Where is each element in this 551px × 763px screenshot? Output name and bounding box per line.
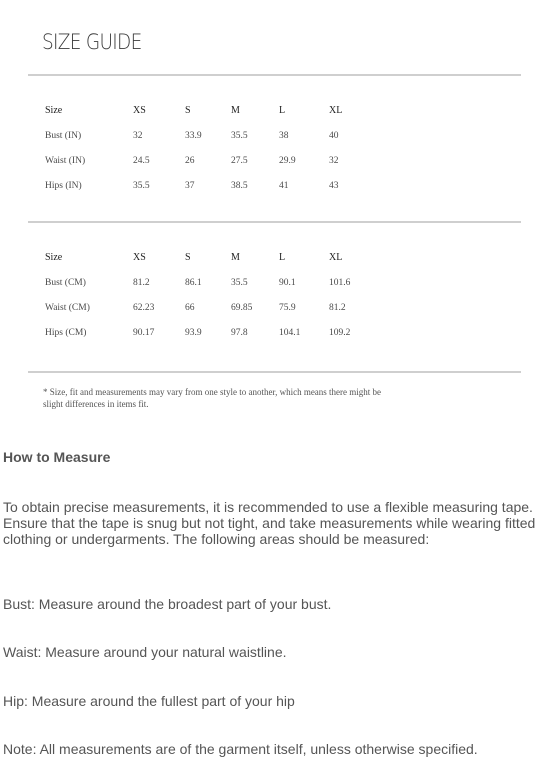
table-cell: 81.2	[329, 302, 346, 313]
page-title: SIZE GUIDE	[42, 30, 142, 54]
table-cell: 32	[133, 130, 143, 141]
table-row	[36, 123, 379, 148]
header-cell: S	[185, 252, 191, 263]
how-to-measure-heading: How to Measure	[3, 449, 111, 465]
table-cell: 38.5	[231, 180, 248, 191]
table-cell: 90.1	[279, 277, 296, 288]
table-header-row	[36, 98, 379, 123]
table-header-row	[36, 245, 379, 270]
size-table-cm	[36, 245, 379, 345]
table-cell: 69.85	[231, 302, 253, 313]
divider	[28, 221, 521, 223]
waist-instruction: Waist: Measure around your natural waistline.	[3, 644, 287, 660]
table-cell: 37	[185, 180, 195, 191]
table-cell: 109.2	[329, 327, 351, 338]
header-cell: XS	[133, 252, 146, 263]
header-cell: XL	[329, 105, 343, 116]
table-cell: 66	[185, 302, 195, 313]
table-cell: 35.5	[231, 130, 248, 141]
table-row	[36, 270, 379, 295]
table-row	[36, 295, 379, 320]
table-cell: 32	[329, 155, 339, 166]
row-label: Waist (CM)	[45, 302, 90, 313]
table-row	[36, 148, 379, 173]
measure-intro: To obtain precise measurements, it is recommended to use a flexible measuring tape. Ensure that the tape is snug but not tight, and take measurements while wearing fitted clothing or undergarments. The following areas should be measured:	[3, 499, 536, 547]
table-cell: 104.1	[279, 327, 301, 338]
header-cell: M	[231, 105, 240, 116]
table-cell: 35.5	[133, 180, 150, 191]
row-label: Waist (IN)	[45, 155, 86, 166]
divider	[28, 74, 521, 76]
table-cell: 43	[329, 180, 339, 191]
size-table-inches	[36, 98, 379, 198]
header-cell: M	[231, 252, 240, 263]
garment-note: Note: All measurements are of the garment itself, unless otherwise specified.	[3, 741, 478, 757]
table-cell: 101.6	[329, 277, 351, 288]
header-cell: XL	[329, 252, 343, 263]
hip-instruction: Hip: Measure around the fullest part of your hip	[3, 693, 295, 709]
table-cell: 90.17	[133, 327, 155, 338]
table-cell: 38	[279, 130, 289, 141]
fit-disclaimer: * Size, fit and measurements may vary from one style to another, which means there might be slight differences in items fit.	[43, 387, 382, 409]
header-cell: S	[185, 105, 191, 116]
row-label: Bust (IN)	[45, 130, 82, 141]
table-cell: 62.23	[133, 302, 155, 313]
table-cell: 26	[185, 155, 195, 166]
row-label: Hips (CM)	[45, 327, 87, 338]
table-cell: 75.9	[279, 302, 296, 313]
table-cell: 29.9	[279, 155, 296, 166]
table-cell: 33.9	[185, 130, 202, 141]
table-row	[36, 320, 379, 345]
table-cell: 24.5	[133, 155, 150, 166]
table-cell: 86.1	[185, 277, 202, 288]
header-cell: L	[279, 252, 286, 263]
row-label: Hips (IN)	[45, 180, 82, 191]
table-cell: 27.5	[231, 155, 248, 166]
table-row	[36, 173, 379, 198]
header-cell: Size	[45, 252, 63, 263]
header-cell: XS	[133, 105, 146, 116]
header-cell: L	[279, 105, 286, 116]
row-label: Bust (CM)	[45, 277, 86, 288]
table-cell: 35.5	[231, 277, 248, 288]
divider	[28, 371, 521, 373]
table-cell: 40	[329, 130, 339, 141]
header-cell: Size	[45, 105, 63, 116]
bust-instruction: Bust: Measure around the broadest part of your bust.	[3, 596, 332, 612]
table-cell: 81.2	[133, 277, 150, 288]
table-cell: 97.8	[231, 327, 248, 338]
table-cell: 41	[279, 180, 289, 191]
table-cell: 93.9	[185, 327, 202, 338]
